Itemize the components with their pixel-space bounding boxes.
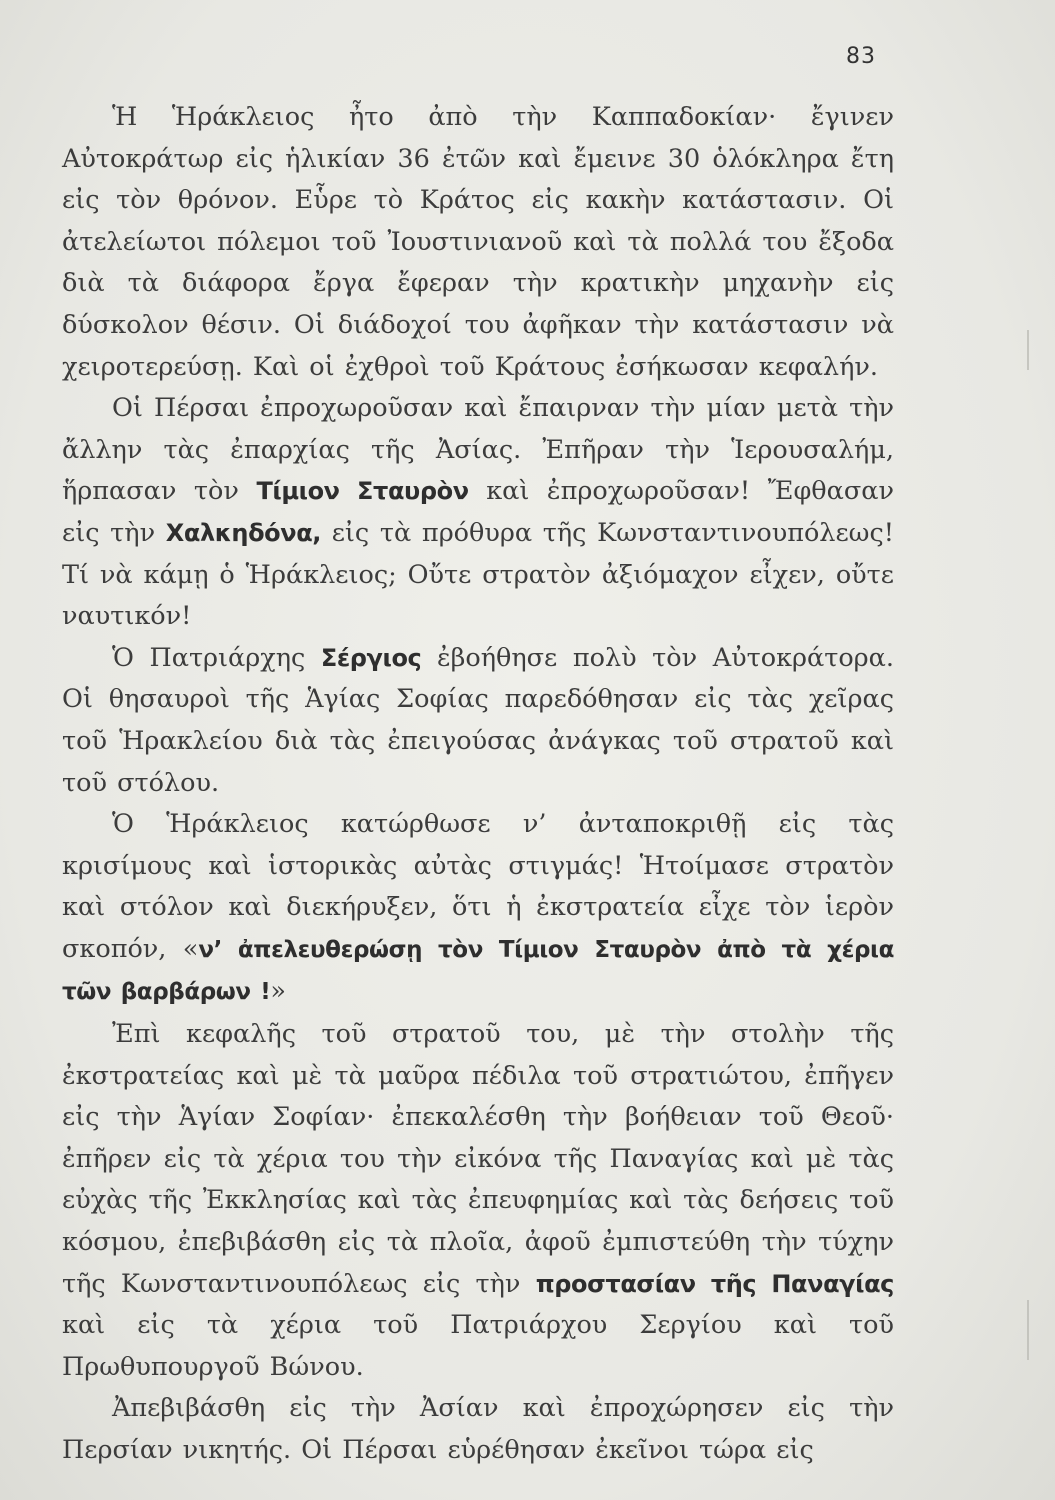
emphasized-text: προστασίαν τῆς Παναγίας [535, 1269, 894, 1298]
text-run: Ἐπὶ κεφαλῆς τοῦ στρατοῦ του, μὲ τὴν στολὴν τῆς ἐκστρατείας καὶ μὲ τὰ μαῦρα πέδιλα τοῦ στρατιώτου, ἐπῆγεν εἰς τὴν Ἁγίαν Σοφίαν· ἐπεκαλέσθη τὴν βοήθειαν τοῦ Θεοῦ· ἐπῆρεν εἰς τὰ χέρια του τὴν εἰκόνα τῆς Παναγίας καὶ μὲ τὰς εὐχὰς τῆς Ἐκκλησίας καὶ τὰς ἐπευφημίας καὶ τὰς δεήσεις τοῦ κόσμου, ἐπεβιβάσθη εἰς τὰ πλοῖα, ἀφοῦ ἐμπιστεύθη τὴν τύχην τῆς Κωνσταντινουπόλεως εἰς τὴν [62, 1019, 894, 1299]
text-run: εἰς τὰ πρόθυρα τῆς Κωνσταντινουπόλεως! Τί νὰ κάμῃ ὁ Ἡράκλειος; Οὔτε στρατὸν ἀξιόμαχον εἶχεν, οὔτε ναυτικόν! [62, 517, 895, 632]
text-run: Ἡ Ἡράκλειος ἦτο ἀπὸ τὴν Καππαδοκίαν· ἔγινεν Αὐτοκράτωρ εἰς ἡλικίαν 36 ἐτῶν καὶ ἔμεινε 30 ὁλόκληρα ἔτη εἰς τὸν θρόνον. Εὗρε τὸ Κράτος εἰς κακὴν κατάστασιν. Οἱ ἀτελείωτοι πόλεμοι τοῦ Ἰουστινιανοῦ καὶ τὰ πολλά του ἔξοδα διὰ τὰ διάφορα ἔργα ἔφεραν τὴν κρατικὴν μηχανὴν εἰς δύσκολον θέσιν. Οἱ διάδοχοί του ἀφῆκαν τὴν κατάστασιν νὰ χειροτερεύσῃ. Καὶ οἱ ἐχθροὶ τοῦ Κράτους ἐσήκωσαν κεφαλήν. [62, 102, 894, 382]
page-edge-shadow [1027, 1300, 1029, 1360]
text-run: Οἱ Πέρσαι ἐπροχωροῦσαν καὶ ἔπαιρναν τὴν μίαν μετὰ τὴν ἄλλην τὰς ἐπαρχίας τῆς Ἀσίας. Ἐπῆραν τὴν Ἱερουσαλήμ, ἥρπασαν τὸν [62, 393, 894, 507]
page-edge-shadow [1027, 330, 1029, 370]
paragraph-5 [62, 1014, 894, 1388]
text-run: Ἀπεβιβάσθη εἰς τὴν Ἀσίαν καὶ ἐπροχώρησεν εἰς τὴν Περσίαν νικητής. Οἱ Πέρσαι εὑρέθησαν ἐκεῖνοι τώρα εἰς [62, 1393, 894, 1465]
text-run: καὶ εἰς τὰ χέρια τοῦ Πατριάρχου Σεργίου καὶ τοῦ Πρωθυπουργοῦ Βώνου. [62, 1310, 894, 1382]
page-number: 83 [846, 44, 876, 69]
paragraph-3 [62, 638, 894, 804]
emphasized-text: Σέργιος [320, 643, 422, 672]
body-text [62, 97, 894, 1472]
text-run: Ὁ Πατριάρχης [112, 642, 321, 673]
text-run: ἐβοήθησε πολὺ τὸν Αὐτοκράτορα. Οἱ θησαυροὶ τῆς Ἁγίας Σοφίας παρεδόθησαν εἰς τὰς χεῖρας τοῦ Ἡρακλείου διὰ τὰς ἐπειγούσας ἀνάγκας τοῦ στρατοῦ καὶ τοῦ στόλου. [62, 642, 894, 798]
paragraph-4 [62, 804, 894, 1014]
text-run: καὶ ἐπροχωροῦσαν! Ἔφθασαν εἰς τὴν [62, 476, 894, 548]
emphasized-text: Τίμιον Σταυρὸν [256, 477, 469, 506]
paragraph-6 [62, 1388, 894, 1471]
text-run: » [270, 976, 286, 1007]
paragraph-2 [62, 388, 894, 638]
paragraph-1 [62, 97, 894, 388]
text-run: Ὁ Ἡράκλειος κατώρθωσε ν’ ἀνταποκριθῇ εἰς τὰς κρισίμους καὶ ἱστορικὰς αὐτὰς στιγμάς! Ἡτοίμασε στρατὸν καὶ στόλον καὶ διεκήρυξεν, ὅτι ἡ ἐκστρατεία εἶχε τὸν ἱερὸν σκοπόν, « [62, 809, 894, 964]
emphasized-text: Χαλκηδόνα, [165, 518, 322, 547]
emphasized-text: ν’ ἀπελευθερώσῃ τὸν Τίμιον Σταυρὸν ἀπὸ τὰ χέρια τῶν βαρβάρων ! [62, 936, 894, 1006]
